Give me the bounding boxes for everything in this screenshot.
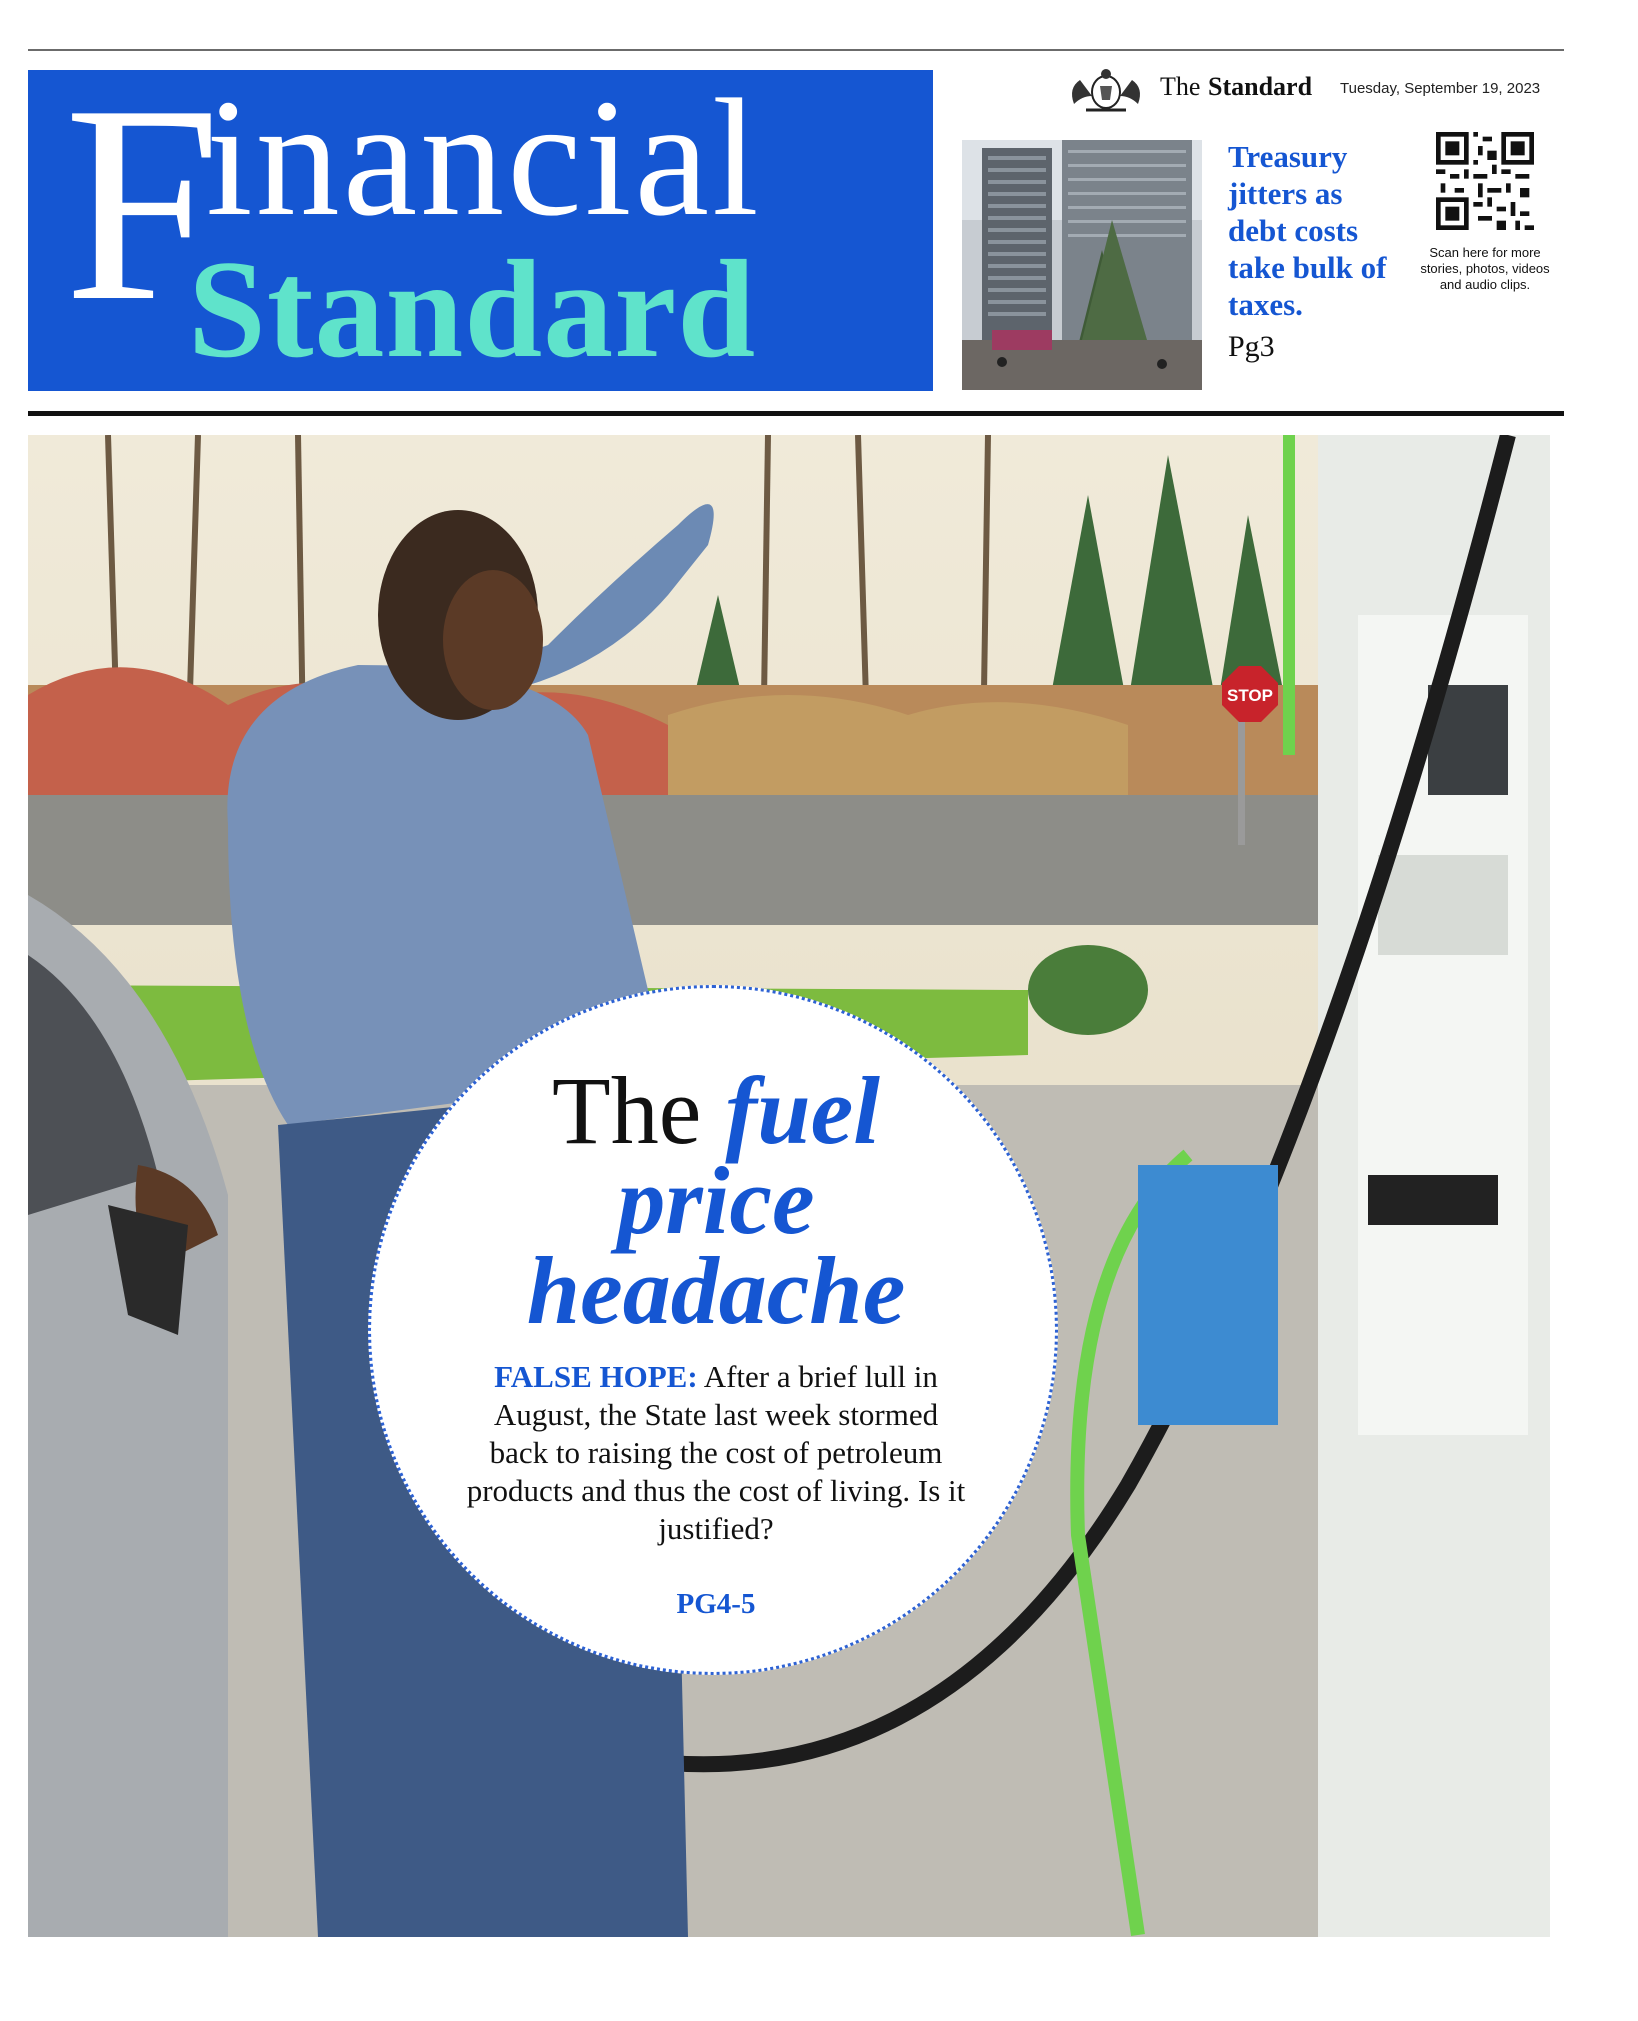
- headline-fuel: fuel: [725, 1057, 880, 1164]
- qr-code-icon[interactable]: [1436, 132, 1534, 230]
- deck: [461, 1358, 971, 1548]
- stop-sign-label: STOP: [1227, 686, 1273, 705]
- teaser-page-ref: Pg3: [1228, 330, 1275, 363]
- brand-name: Standard: [1208, 72, 1313, 101]
- brand-header: [1060, 66, 1560, 112]
- headline-price: price: [617, 1147, 815, 1254]
- brand-the: The: [1160, 72, 1201, 101]
- lead-story-circle[interactable]: [368, 985, 1058, 1675]
- deck-label: FALSE HOPE:: [494, 1359, 698, 1394]
- masthead: [28, 70, 933, 391]
- headline-line1: [371, 1057, 1061, 1164]
- teaser-photo[interactable]: [962, 140, 1202, 390]
- masthead-line1: inancial: [206, 70, 762, 251]
- lead-page-ref[interactable]: PG4-5: [676, 1588, 756, 1620]
- issue-date: Tuesday, September 19, 2023: [1340, 80, 1541, 97]
- headline-the: The: [552, 1057, 702, 1164]
- crest-icon: [1060, 66, 1152, 114]
- masthead-line2: Standard: [188, 232, 757, 387]
- teaser-headline[interactable]: Treasury jitters as debt costs take bulk of taxes.: [1228, 139, 1387, 322]
- top-rule: [28, 49, 1564, 51]
- masthead-initial: F: [64, 70, 221, 359]
- headline-headache: headache: [526, 1237, 906, 1344]
- qr-caption: Scan here for more stories, photos, videos and audio clips.: [1420, 245, 1550, 292]
- section-rule: [28, 411, 1564, 416]
- deck-text: After a brief lull in August, the State last week stormed back to raising the cost of petroleum products and thus the cost of living. Is it justified?: [466, 1359, 966, 1546]
